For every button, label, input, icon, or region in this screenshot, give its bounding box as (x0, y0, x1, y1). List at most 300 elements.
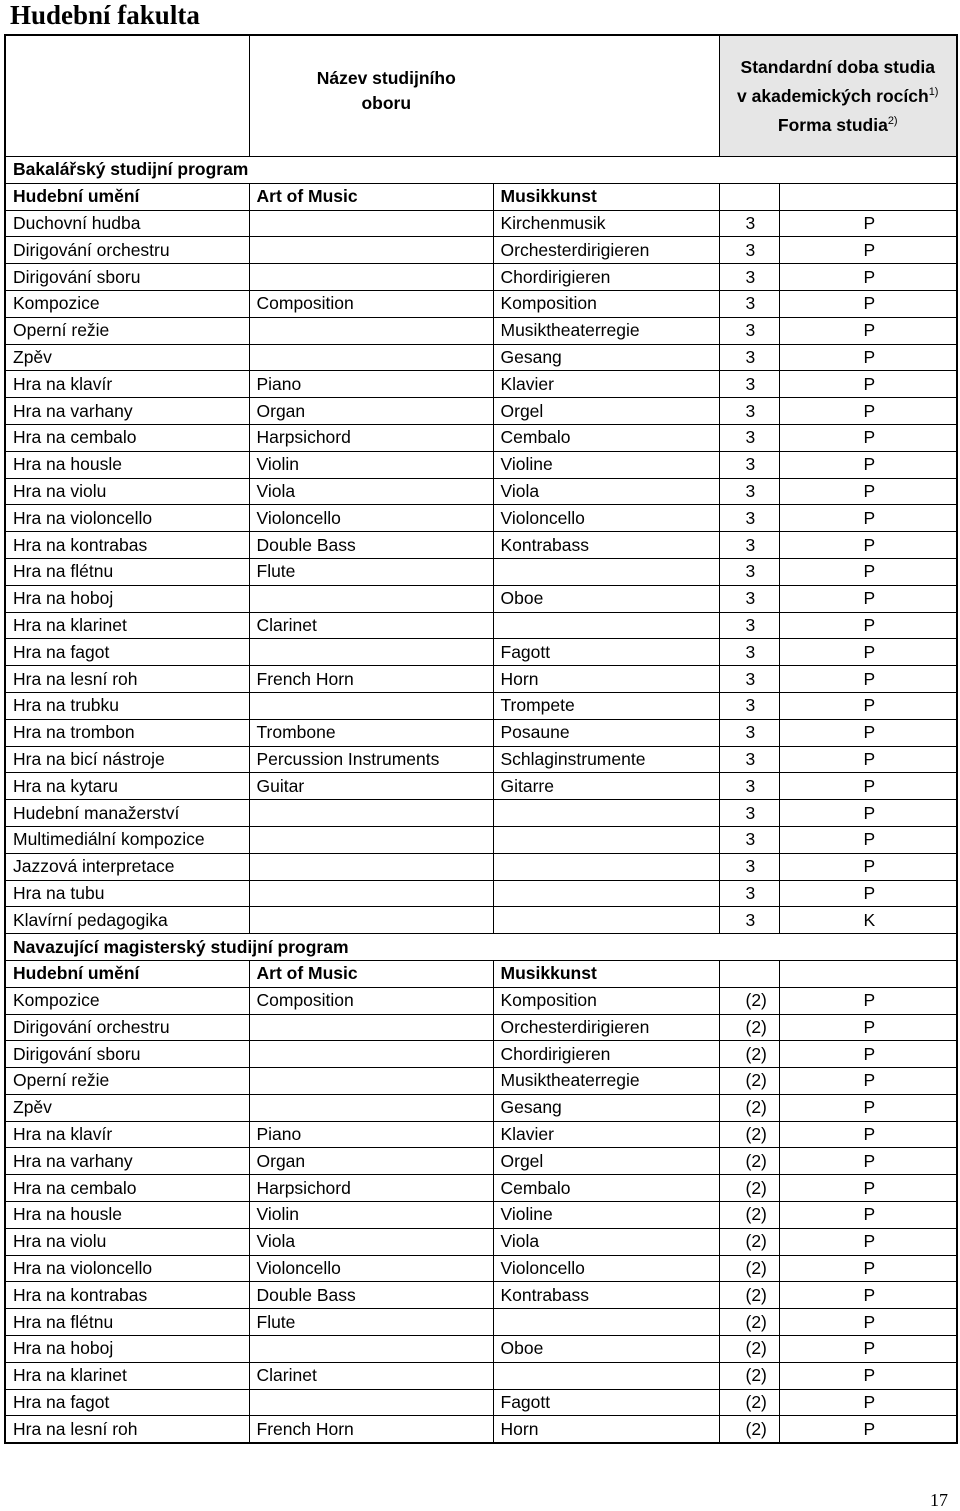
table-row (5, 612, 957, 639)
field-name-cz: Hra na tubu (5, 880, 249, 907)
table-row (5, 907, 957, 934)
field-name-en: French Horn (249, 666, 493, 693)
section-title-row (5, 157, 957, 184)
field-name-cz: Hra na lesní roh (5, 1416, 249, 1443)
page-title: Hudební fakulta (10, 0, 200, 30)
study-form: P (779, 398, 957, 425)
standard-duration: 3 (719, 505, 779, 532)
field-name-de: Musiktheaterregie (493, 317, 719, 344)
study-form: P (779, 1094, 957, 1121)
field-name-cz: Multimediální kompozice (5, 826, 249, 853)
study-form: P (779, 532, 957, 559)
field-name-en: Double Bass (249, 532, 493, 559)
field-name-en (249, 344, 493, 371)
field-name-de: Cembalo (493, 424, 719, 451)
study-form: P (779, 773, 957, 800)
table-row (5, 451, 957, 478)
field-name-cz: Hra na bicí nástroje (5, 746, 249, 773)
field-name-cz: Hra na klarinet (5, 1362, 249, 1389)
field-name-de: Gesang (493, 1094, 719, 1121)
program-name-cz: Hudební umění (5, 960, 249, 987)
field-name-cz: Hra na hoboj (5, 1336, 249, 1363)
footnote-marker-1: 1) (928, 85, 939, 98)
study-form: P (779, 1255, 957, 1282)
field-name-en: Piano (249, 1121, 493, 1148)
program-name-cz: Hudební umění (5, 183, 249, 210)
field-name-cz: Hra na flétnu (5, 558, 249, 585)
table-row (5, 424, 957, 451)
field-name-cz: Dirigování sboru (5, 264, 249, 291)
table-row (5, 585, 957, 612)
standard-duration: 3 (719, 666, 779, 693)
field-name-de: Viola (493, 478, 719, 505)
header-standard-line1: Standardní doba studia (740, 56, 935, 77)
field-name-en: Trombone (249, 719, 493, 746)
standard-duration: (2) (719, 1068, 779, 1095)
program-name-de: Musikkunst (493, 960, 719, 987)
standard-duration: 3 (719, 853, 779, 880)
table-row (5, 1202, 957, 1229)
field-name-cz: Hra na flétnu (5, 1309, 249, 1336)
study-form: P (779, 826, 957, 853)
program-name-en: Art of Music (249, 960, 493, 987)
field-name-en: Clarinet (249, 612, 493, 639)
table-row (5, 987, 957, 1014)
table-row (5, 344, 957, 371)
field-name-cz: Operní režie (5, 317, 249, 344)
study-form: P (779, 585, 957, 612)
field-name-en (249, 692, 493, 719)
field-name-cz: Hra na cembalo (5, 1175, 249, 1202)
study-form: P (779, 478, 957, 505)
field-name-de: Musiktheaterregie (493, 1068, 719, 1095)
field-name-de: Chordirigieren (493, 264, 719, 291)
study-form: P (779, 746, 957, 773)
standard-duration: 3 (719, 317, 779, 344)
field-name-cz: Kompozice (5, 290, 249, 317)
field-name-cz: Hra na violu (5, 478, 249, 505)
standard-duration: 3 (719, 826, 779, 853)
study-form: P (779, 1362, 957, 1389)
program-years-cell (719, 960, 779, 987)
table-row (5, 317, 957, 344)
field-name-en (249, 853, 493, 880)
section-title-spacer (719, 934, 957, 961)
standard-duration: 3 (719, 398, 779, 425)
field-name-cz: Hudební manažerství (5, 800, 249, 827)
standard-duration: (2) (719, 1416, 779, 1443)
field-name-cz: Dirigování orchestru (5, 1014, 249, 1041)
standard-duration: 3 (719, 424, 779, 451)
table-body (5, 35, 957, 1443)
study-form: P (779, 1175, 957, 1202)
field-name-cz: Hra na kontrabas (5, 532, 249, 559)
field-name-de: Klavier (493, 1121, 719, 1148)
standard-duration: 3 (719, 237, 779, 264)
program-years-cell (719, 183, 779, 210)
table-row (5, 478, 957, 505)
standard-duration: 3 (719, 451, 779, 478)
study-form: P (779, 451, 957, 478)
table-row (5, 1362, 957, 1389)
field-name-cz: Dirigování sboru (5, 1041, 249, 1068)
field-name-de: Kontrabass (493, 1282, 719, 1309)
standard-duration: 3 (719, 907, 779, 934)
field-name-de: Violine (493, 451, 719, 478)
standard-duration: (2) (719, 1175, 779, 1202)
page-number: 17 (930, 1490, 948, 1510)
standard-duration: 3 (719, 612, 779, 639)
field-name-en: Viola (249, 1228, 493, 1255)
standard-duration: (2) (719, 987, 779, 1014)
field-name-en (249, 264, 493, 291)
study-form: P (779, 1336, 957, 1363)
field-name-en (249, 1094, 493, 1121)
field-name-de (493, 826, 719, 853)
field-name-en: Piano (249, 371, 493, 398)
program-name-de: Musikkunst (493, 183, 719, 210)
study-form: P (779, 317, 957, 344)
standard-duration: (2) (719, 1362, 779, 1389)
study-form: P (779, 424, 957, 451)
header-field-name-line1: Název studijního (316, 68, 456, 88)
field-name-de: Violine (493, 1202, 719, 1229)
program-form-cell (779, 183, 957, 210)
field-name-cz: Hra na kytaru (5, 773, 249, 800)
standard-duration: 3 (719, 639, 779, 666)
field-name-de: Fagott (493, 1389, 719, 1416)
program-row (5, 183, 957, 210)
field-name-en: Violoncello (249, 505, 493, 532)
field-name-de: Viola (493, 1228, 719, 1255)
standard-duration: (2) (719, 1282, 779, 1309)
table-row (5, 1121, 957, 1148)
field-name-de: Orchesterdirigieren (493, 1014, 719, 1041)
header-standard-line2: v akademických rocích (737, 85, 929, 106)
field-name-cz: Hra na trombon (5, 719, 249, 746)
standard-duration: (2) (719, 1014, 779, 1041)
study-form: P (779, 1148, 957, 1175)
table-row (5, 505, 957, 532)
table-row (5, 237, 957, 264)
table-row (5, 773, 957, 800)
table-row (5, 210, 957, 237)
study-form: P (779, 344, 957, 371)
study-form: P (779, 1228, 957, 1255)
study-form: P (779, 800, 957, 827)
field-name-de (493, 612, 719, 639)
footnote-marker-2: 2) (887, 114, 898, 127)
field-name-cz: Hra na fagot (5, 1389, 249, 1416)
study-form: P (779, 880, 957, 907)
header-standard-line3-wrap (720, 109, 957, 138)
field-name-en: Clarinet (249, 1362, 493, 1389)
field-name-cz: Hra na fagot (5, 639, 249, 666)
field-name-cz: Hra na kontrabas (5, 1282, 249, 1309)
study-form: P (779, 666, 957, 693)
table-row (5, 1309, 957, 1336)
field-name-de: Orgel (493, 1148, 719, 1175)
field-name-cz: Hra na housle (5, 1202, 249, 1229)
standard-duration: 3 (719, 290, 779, 317)
table-row (5, 1389, 957, 1416)
standard-duration: (2) (719, 1202, 779, 1229)
field-name-cz: Kompozice (5, 987, 249, 1014)
field-name-de: Orchesterdirigieren (493, 237, 719, 264)
field-name-de: Horn (493, 666, 719, 693)
field-name-en: Double Bass (249, 1282, 493, 1309)
standard-duration: (2) (719, 1336, 779, 1363)
study-form: P (779, 1041, 957, 1068)
field-name-de: Violoncello (493, 505, 719, 532)
study-form: P (779, 1014, 957, 1041)
field-name-cz: Zpěv (5, 344, 249, 371)
table-row (5, 558, 957, 585)
header-field-name-line2: oboru (361, 93, 412, 113)
table-row (5, 1068, 957, 1095)
table-header-row (5, 35, 957, 157)
study-form: P (779, 1416, 957, 1443)
table-row (5, 692, 957, 719)
study-form: P (779, 290, 957, 317)
field-name-cz: Hra na trubku (5, 692, 249, 719)
standard-duration: 3 (719, 773, 779, 800)
field-name-en (249, 1041, 493, 1068)
field-name-de: Klavier (493, 371, 719, 398)
field-name-en: Flute (249, 558, 493, 585)
table-row (5, 800, 957, 827)
field-name-cz: Hra na housle (5, 451, 249, 478)
field-name-en: Flute (249, 1309, 493, 1336)
field-name-en: Guitar (249, 773, 493, 800)
field-name-cz: Hra na lesní roh (5, 666, 249, 693)
study-form: P (779, 1068, 957, 1095)
table-row (5, 1255, 957, 1282)
study-form: P (779, 987, 957, 1014)
standard-duration: 3 (719, 264, 779, 291)
field-name-en: Organ (249, 398, 493, 425)
field-name-cz: Duchovní hudba (5, 210, 249, 237)
standard-duration: (2) (719, 1389, 779, 1416)
field-name-en: Violoncello (249, 1255, 493, 1282)
field-name-de: Gitarre (493, 773, 719, 800)
field-name-cz: Hra na klavír (5, 1121, 249, 1148)
program-form-cell (779, 960, 957, 987)
study-form: P (779, 264, 957, 291)
table-row (5, 719, 957, 746)
table-row (5, 853, 957, 880)
field-name-cz: Hra na klavír (5, 371, 249, 398)
field-name-de: Gesang (493, 344, 719, 371)
study-form: P (779, 371, 957, 398)
field-name-en (249, 907, 493, 934)
field-name-de: Chordirigieren (493, 1041, 719, 1068)
field-name-de (493, 907, 719, 934)
field-name-en (249, 826, 493, 853)
field-name-de: Cembalo (493, 1175, 719, 1202)
field-name-de: Orgel (493, 398, 719, 425)
header-field-name (249, 35, 493, 157)
standard-duration: 3 (719, 210, 779, 237)
table-row (5, 1282, 957, 1309)
section-title-row (5, 934, 957, 961)
field-name-de (493, 558, 719, 585)
field-name-cz: Hra na cembalo (5, 424, 249, 451)
standard-duration: (2) (719, 1255, 779, 1282)
field-name-en (249, 1336, 493, 1363)
field-name-cz: Hra na violoncello (5, 505, 249, 532)
section-title-spacer (719, 157, 957, 184)
field-name-de (493, 1309, 719, 1336)
field-name-de: Kirchenmusik (493, 210, 719, 237)
field-name-en: Composition (249, 290, 493, 317)
field-name-de: Oboe (493, 1336, 719, 1363)
study-form: P (779, 853, 957, 880)
table-row (5, 1228, 957, 1255)
standard-duration: (2) (719, 1121, 779, 1148)
table-row (5, 371, 957, 398)
study-form: P (779, 719, 957, 746)
field-name-en: Violin (249, 451, 493, 478)
table-row (5, 398, 957, 425)
table-row (5, 264, 957, 291)
field-name-cz: Hra na violu (5, 1228, 249, 1255)
field-name-en: French Horn (249, 1416, 493, 1443)
field-name-de: Komposition (493, 987, 719, 1014)
table-row (5, 1041, 957, 1068)
field-name-en: Viola (249, 478, 493, 505)
header-standard-duration (719, 35, 957, 157)
standard-duration: 3 (719, 692, 779, 719)
table-row (5, 1014, 957, 1041)
standard-duration: 3 (719, 585, 779, 612)
standard-duration: (2) (719, 1094, 779, 1121)
field-name-en: Harpsichord (249, 424, 493, 451)
field-name-de: Kontrabass (493, 532, 719, 559)
study-form: P (779, 558, 957, 585)
field-name-en (249, 1068, 493, 1095)
standard-duration: 3 (719, 558, 779, 585)
field-name-cz: Hra na violoncello (5, 1255, 249, 1282)
field-name-de (493, 853, 719, 880)
field-name-cz: Klavírní pedagogika (5, 907, 249, 934)
table-row (5, 1148, 957, 1175)
section-title: Bakalářský studijní program (5, 157, 719, 184)
header-standard-line2-wrap (720, 80, 957, 109)
standard-duration: 3 (719, 344, 779, 371)
field-name-en: Violin (249, 1202, 493, 1229)
study-programs-table (4, 34, 958, 1444)
study-form: P (779, 1202, 957, 1229)
standard-duration: 3 (719, 371, 779, 398)
field-name-cz: Jazzová interpretace (5, 853, 249, 880)
field-name-en (249, 639, 493, 666)
table-row (5, 1094, 957, 1121)
field-name-cz: Hra na hoboj (5, 585, 249, 612)
table-row (5, 532, 957, 559)
table-row (5, 1336, 957, 1363)
field-name-de: Fagott (493, 639, 719, 666)
study-form: P (779, 1389, 957, 1416)
table-row (5, 639, 957, 666)
study-form: P (779, 639, 957, 666)
study-form: P (779, 237, 957, 264)
study-form: P (779, 210, 957, 237)
standard-duration: 3 (719, 478, 779, 505)
table-row (5, 880, 957, 907)
standard-duration: (2) (719, 1228, 779, 1255)
standard-duration: (2) (719, 1309, 779, 1336)
program-name-en: Art of Music (249, 183, 493, 210)
field-name-en (249, 1389, 493, 1416)
field-name-cz: Hra na klarinet (5, 612, 249, 639)
field-name-de: Violoncello (493, 1255, 719, 1282)
header-standard-line3: Forma studia (777, 114, 888, 135)
standard-duration: 3 (719, 800, 779, 827)
study-form: P (779, 1282, 957, 1309)
field-name-en (249, 237, 493, 264)
table-row (5, 746, 957, 773)
header-spacer-2 (493, 35, 719, 157)
field-name-de: Horn (493, 1416, 719, 1443)
field-name-en (249, 880, 493, 907)
study-form: P (779, 1121, 957, 1148)
field-name-cz: Zpěv (5, 1094, 249, 1121)
standard-duration: (2) (719, 1148, 779, 1175)
field-name-de: Trompete (493, 692, 719, 719)
table-row (5, 666, 957, 693)
standard-duration: 3 (719, 532, 779, 559)
standard-duration: 3 (719, 719, 779, 746)
table-row (5, 1416, 957, 1443)
field-name-en (249, 585, 493, 612)
field-name-cz: Dirigování orchestru (5, 237, 249, 264)
standard-duration: 3 (719, 746, 779, 773)
field-name-en: Percussion Instruments (249, 746, 493, 773)
field-name-cz: Operní režie (5, 1068, 249, 1095)
field-name-en (249, 210, 493, 237)
field-name-de: Posaune (493, 719, 719, 746)
field-name-de: Komposition (493, 290, 719, 317)
study-form: P (779, 1309, 957, 1336)
table-row (5, 290, 957, 317)
section-title: Navazující magisterský studijní program (5, 934, 719, 961)
study-form: K (779, 907, 957, 934)
field-name-de (493, 800, 719, 827)
field-name-de (493, 1362, 719, 1389)
field-name-en: Organ (249, 1148, 493, 1175)
study-form: P (779, 505, 957, 532)
field-name-de (493, 880, 719, 907)
field-name-cz: Hra na varhany (5, 398, 249, 425)
field-name-en (249, 800, 493, 827)
standard-duration: (2) (719, 1041, 779, 1068)
table-row (5, 826, 957, 853)
header-spacer (5, 35, 249, 157)
field-name-cz: Hra na varhany (5, 1148, 249, 1175)
field-name-en (249, 317, 493, 344)
field-name-de: Schlaginstrumente (493, 746, 719, 773)
program-row (5, 960, 957, 987)
field-name-de: Oboe (493, 585, 719, 612)
field-name-en: Composition (249, 987, 493, 1014)
study-form: P (779, 692, 957, 719)
table-row (5, 1175, 957, 1202)
standard-duration: 3 (719, 880, 779, 907)
study-form: P (779, 612, 957, 639)
field-name-en: Harpsichord (249, 1175, 493, 1202)
field-name-en (249, 1014, 493, 1041)
